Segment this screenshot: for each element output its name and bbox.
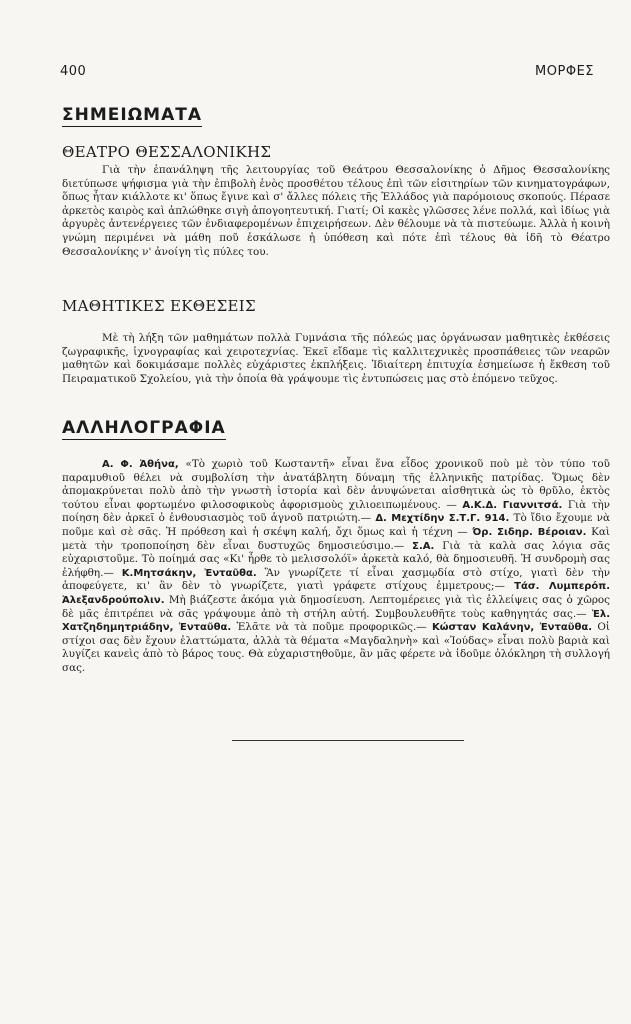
correspondence-text: Μὴ βιάζεστε ἀκόμα γιὰ δημοσίευση. Λεπτομέρειες γιὰ τὶς ἐλλείψεις σας ὁ χῶρος δὲ μᾶς ἐπιτρέπει νὰ σᾶς γράψουμε ἀπὸ τὴ στήλη αὐτή. Συμβουλευθῆτε τοὺς καθηγητάς σας.—: [62, 593, 610, 620]
end-rule: [232, 740, 464, 741]
correspondence-text: «Τὸ χωριὸ τοῦ Κωσταντῆ» εἶναι ἕνα εἶδος χρονικοῦ ποὺ μὲ τὸν τύπο τοῦ παραμυθιοῦ θέλει νὰ συμβολίση τὴν ἀνατάβλητη δύναμη τῆς ἑλληνικῆς πατρίδας. Ὅμως δὲν ἀπομακρύνεται πολὺ ἀπὸ τὴν γνωστὴ ἱστορία καὶ δὲν ἀνυψώνεται αἰσθητικὰ ὡς τὸ θρῦλο, ἐκτὸς τούτου εἶναι φορτωμένο φιλοσοφικοὺς ἀφορισμοὺς χιλιοειπωμένους. —: [62, 458, 610, 511]
paragraph-correspondence: [62, 458, 610, 676]
correspondence-text: Οἱ στίχοι σας δὲν ἔχουν ἐλαττώματα, ἀλλὰ τὰ θέματα «Μαγδαληνὴ» καὶ «Ἰούδας» εἶναι πολὺ βαριὰ καὶ λυγίζει κανεὶς ἀπὸ τὸ βάρος τους. Θὰ εὐχαριστηθοῦμε, ἂν μᾶς φέρετε νὰ ἰδοῦμε ὁλόκληρη τὴ συλλογή σας.: [62, 621, 610, 674]
subsection-title-exhibitions: ΜΑΘΗΤΙΚΕΣ ΕΚΘΕΣΕΙΣ: [62, 297, 256, 315]
correspondence-text: Τὸ ἴδιο ἔχουμε νὰ ποῦμε καὶ σὲ σᾶς. Ἡ πρόθεση καὶ ἡ σκέψη καλή, ὄχι ὅμως καὶ ἡ τέχνη —: [62, 512, 610, 538]
correspondence-text: Ἂν γνωρίζετε τί εἶναι χασμῳδία στὸ στίχο, γιατὶ δὲν τὴν ἀποφεύγετε, κι' ἂν δὲν τὸ γνωρίζετε, γιατὶ γράφετε στίχους ἐμμετρους;—: [62, 566, 611, 593]
correspondent-name: Α.Κ.Δ. Γιαννιτσά.: [462, 499, 563, 511]
correspondence-text: Γιὰ τὴν ποίηση δὲν ἀρκεῖ ὁ ἐνθουσιασμὸς τοῦ ἀγνοῦ πατριώτη.—: [62, 498, 610, 525]
correspondent-name: Όρ. Σιδηρ. Βέροιαν.: [472, 526, 587, 538]
correspondent-name: Δ. Μεχτίδην Σ.Τ.Γ. 914.: [375, 513, 510, 525]
correspondent-name: Τάσ. Λυμπερόπ. Ἀλεξανδρούπολιν.: [62, 581, 610, 606]
correspondent-name: Ἑλ. Χατζηδημητριάδην, Ἐνταῦθα.: [62, 608, 610, 634]
running-head: ΜΟΡΦΕΣ: [535, 64, 594, 79]
correspondence-text: Καὶ μετὰ τὴν τροποποίηση δὲν εἶναι δυστυχῶς δημοσιεύσιμο.—: [62, 525, 610, 552]
section-heading-correspondence: ΑΛΛΗΛΟΓΡΑΦΙΑ: [62, 418, 226, 438]
correspondence-text: Ἐλᾶτε νὰ τὰ ποῦμε προφορικῶς.—: [231, 621, 433, 634]
correspondent-name: Κ.Μητσάκην, Ἐνταῦθα.: [121, 567, 257, 579]
correspondence-text: Γιὰ τὰ καλὰ σας λόγια σᾶς εὐχαριστοῦμε. Τὸ ποίημά σας «Κι' ἦρθε τὸ μελισσολόϊ» ἀρκετὰ καλό, θὰ δημοσιευθῆ. Ἡ συνδρομὴ σας ἐλήφθη.—: [62, 539, 610, 579]
correspondent-name: Α. Φ. Ἀθήνα,: [102, 459, 186, 470]
section-heading-notes: ΣΗΜΕΙΩΜΑΤΑ: [62, 105, 202, 125]
subsection-title-theatre: ΘΕΑΤΡΟ ΘΕΣΣΑΛΟΝΙΚΗΣ: [62, 143, 272, 161]
paragraph-theatre: Γιὰ τὴν ἐπανάληψη τῆς λειτουργίας τοῦ Θεάτρου Θεσσαλονίκης ὁ Δῆμος Θεσσαλονίκης διετύπωσε ψήφισμα γιὰ τὴν ἐπιβολὴ ἑνὸς προσθέτου τέλους ἐπὶ τῶν εἰσιτηρίων τῶν κινηματογράφων, ὅπως ἦταν κιάλλοτε κι' ὅπως ἔγινε καὶ σ' ἄλλες πόλεις τῆς Ἑλλάδος γιὰ παρόμοιους σκοπούς. Πέρασε ἀρκετὸς καιρὸς καὶ ἀπλώθηκε σιγὴ ἀπογοητευτική. Γιατί; Οἱ κακὲς γλῶσσες λένε πολλά, καὶ ἰδίως γιὰ ἀργυρὲς ἀντενέργειες τῶν ἐνδιαφερομένων ἐπιχειρήσεων. Δὲν θέλουμε νὰ τὰ πιστεύωμε. Ἀλλὰ ἡ κοινὴ γνώμη περιμένει νὰ μάθη ποῦ ἐσκάλωσε ἡ ὑπόθεση καὶ πότε ἐπὶ τέλους θὰ ἰδῆ τὸ Θέατρο Θεσσαλονίκης ν' ἀνοίγη τὶς πύλες του.: [62, 164, 610, 258]
correspondent-name: Σ.Α.: [412, 540, 435, 552]
paragraph-exhibitions: Μὲ τὴ λήξη τῶν μαθημάτων πολλὰ Γυμνάσια τῆς πόλεώς μας ὀργάνωσαν μαθητικὲς ἐκθέσεις ζωγραφικῆς, ἰχνογραφίας καὶ χειροτεχνίας. Ἐκεῖ εἴδαμε τὶς καλλιτεχνικὲς προσπάθειες τῶν νεαρῶν μαθητῶν καὶ δοκιμάσαμε πολλὲς εὐχάριστες ἐκπλήξεις. Ἰδιαίτερη ἐπιτυχία ἐσημείωσε ἡ ἔκθεση τοῦ Πειραματικοῦ Σχολείου, γιὰ τὴν ὁποία θὰ γράψουμε τὶς ἐντυπώσεις μας στὸ ἑπόμενο τεῦχος.: [62, 332, 610, 385]
page-number: 400: [60, 64, 87, 79]
correspondent-name: Κώσταν Καλάνην, Ἐνταῦθα.: [432, 622, 593, 634]
